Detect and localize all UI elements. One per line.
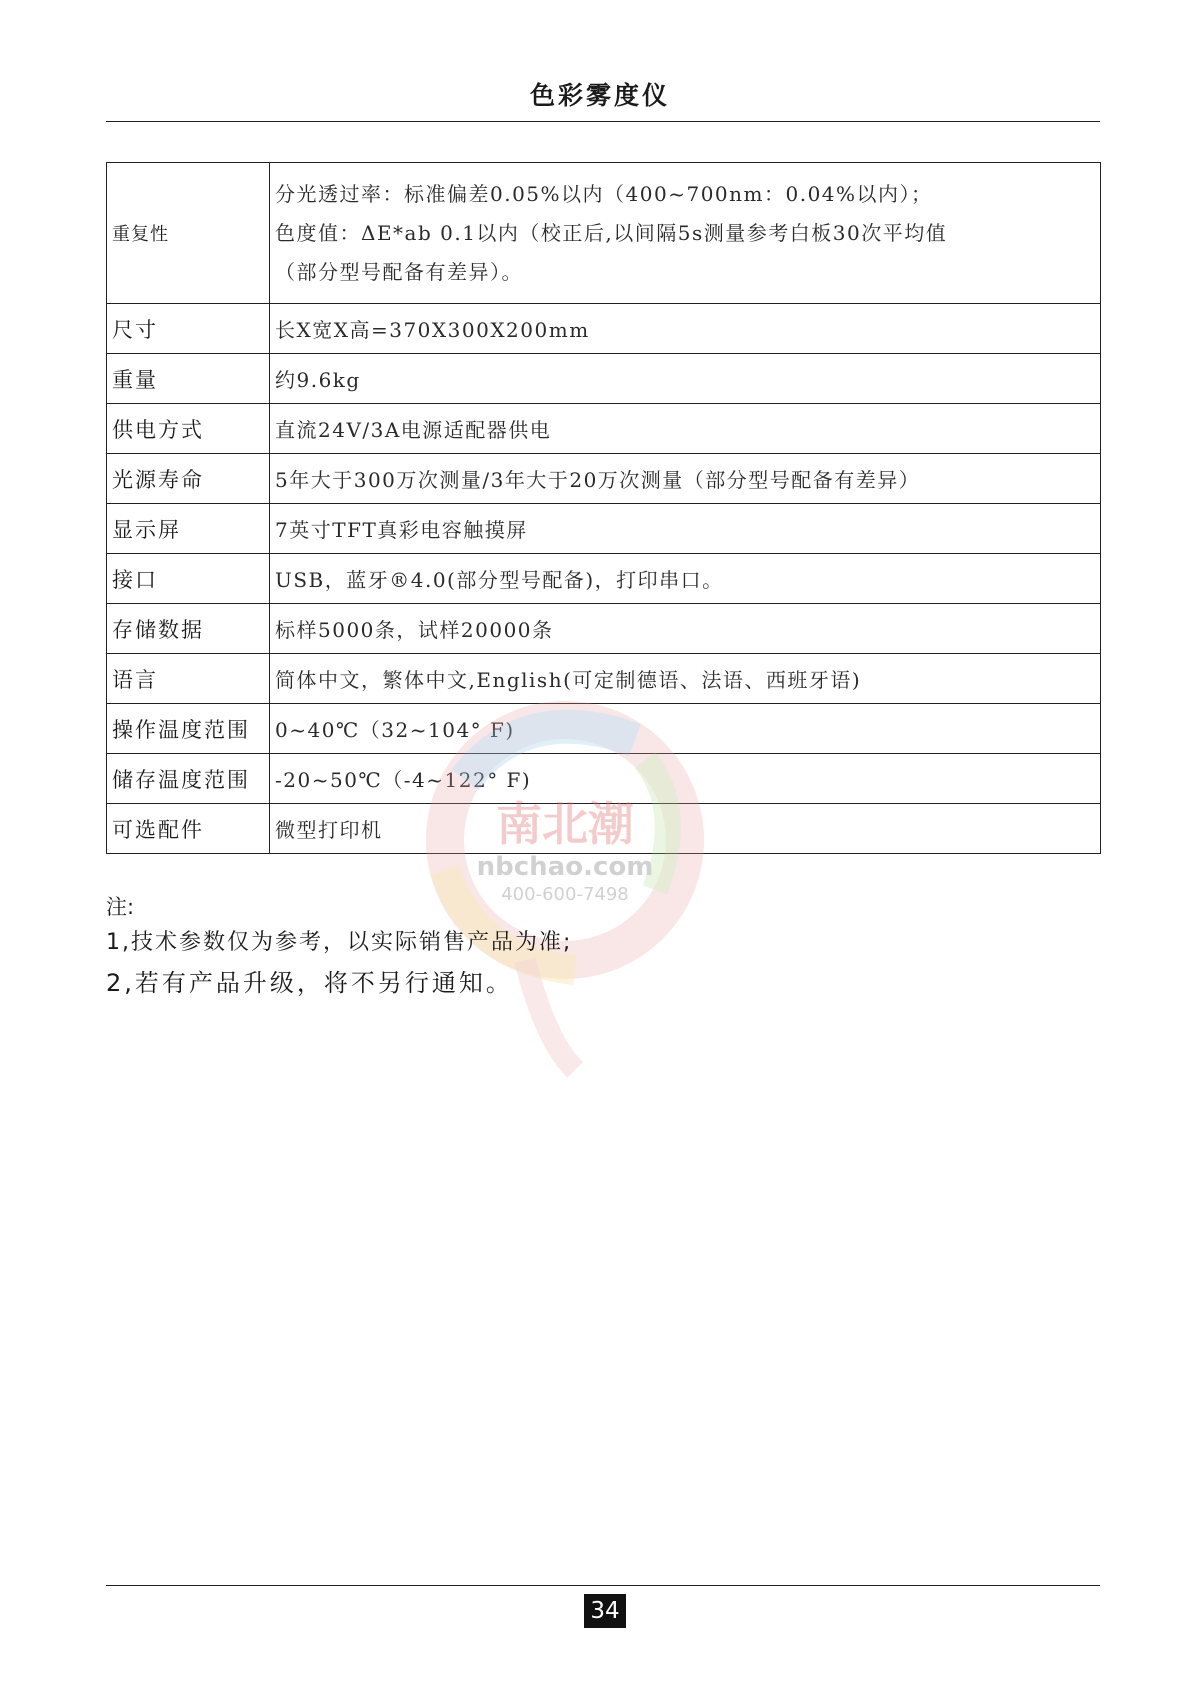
spec-label: 显示屏 <box>107 504 270 554</box>
note-item: 2,若有产品升级，将不另行通知。 <box>106 969 513 997</box>
table-row <box>107 604 1101 654</box>
spec-value: 7英寸TFT真彩电容触摸屏 <box>270 504 1101 554</box>
page-title: 色彩雾度仪 <box>529 81 670 110</box>
spec-value: 直流24V/3A电源适配器供电 <box>270 404 1101 454</box>
spec-label: 接口 <box>107 554 270 604</box>
table-row <box>107 304 1101 354</box>
spec-value-repeatability <box>270 163 1101 304</box>
spec-label: 储存温度范围 <box>107 754 270 804</box>
table-row <box>107 804 1101 854</box>
table-row <box>107 754 1101 804</box>
header-divider <box>106 121 1100 122</box>
spec-value-line: （部分型号配备有差异）。 <box>275 259 523 284</box>
footer-divider <box>106 1585 1100 1586</box>
spec-value: 长X宽X高=370X300X200mm <box>270 304 1101 354</box>
spec-value: -20~50℃（-4~122° F) <box>270 754 1101 804</box>
spec-value: 简体中文，繁体中文,English(可定制德语、法语、西班牙语) <box>270 654 1101 704</box>
spec-label: 存储数据 <box>107 604 270 654</box>
watermark-brand: 南北潮 <box>496 797 634 851</box>
spec-value: USB，蓝牙®4.0(部分型号配备)，打印串口。 <box>270 554 1101 604</box>
spec-label: 尺寸 <box>107 304 270 354</box>
watermark-site: nbchao.com <box>476 852 654 882</box>
spec-value-line: 色度值：ΔE*ab 0.1以内（校正后,以间隔5s测量参考白板30次平均值 <box>275 220 948 245</box>
table-row <box>107 163 1101 304</box>
note-item: 1,技术参数仅为参考，以实际销售产品为准; <box>106 930 573 955</box>
table-row <box>107 504 1101 554</box>
watermark-phone: 400-600-7498 <box>501 884 629 905</box>
spec-value: 标样5000条，试样20000条 <box>270 604 1101 654</box>
spec-value: 0~40℃（32~104° F) <box>270 704 1101 754</box>
spec-label: 操作温度范围 <box>107 704 270 754</box>
spec-label: 供电方式 <box>107 404 270 454</box>
spec-label: 光源寿命 <box>107 454 270 504</box>
table-row <box>107 354 1101 404</box>
spec-label: 重量 <box>107 354 270 404</box>
spec-table <box>106 162 1101 854</box>
table-row <box>107 404 1101 454</box>
spec-label: 重复性 <box>107 163 270 304</box>
table-row <box>107 454 1101 504</box>
notes-section <box>106 891 572 1003</box>
spec-label: 语言 <box>107 654 270 704</box>
spec-value: 5年大于300万次测量/3年大于20万次测量（部分型号配备有差异） <box>270 454 1101 504</box>
spec-value: 约9.6kg <box>270 354 1101 404</box>
table-row <box>107 554 1101 604</box>
spec-value-line: 分光透过率：标准偏差0.05%以内（400~700nm：0.04%以内）； <box>275 181 933 206</box>
notes-heading: 注: <box>106 895 135 919</box>
table-row <box>107 654 1101 704</box>
table-row <box>107 704 1101 754</box>
spec-value: 微型打印机 <box>270 804 1101 854</box>
spec-label: 可选配件 <box>107 804 270 854</box>
page-number: 34 <box>584 1594 626 1628</box>
